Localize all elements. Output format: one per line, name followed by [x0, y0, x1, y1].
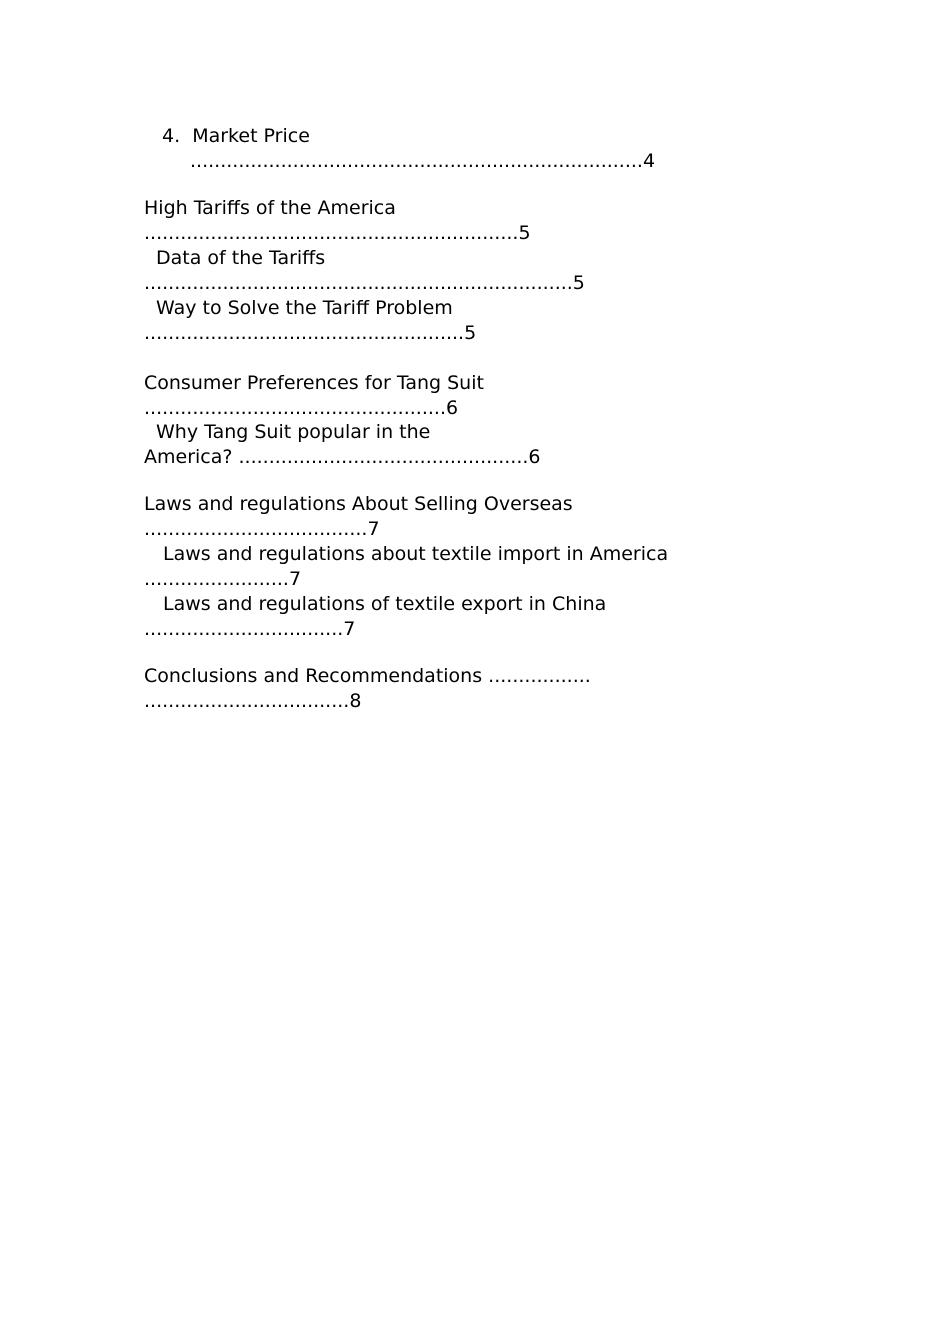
toc-entry-data-tariffs-title: Data of the Tariffs — [156, 247, 326, 269]
toc-entry-consumer-pref-leader: ..................................................6 — [144, 397, 459, 419]
toc-entry-laws-overseas-title: Laws and regulations About Selling Overseas — [144, 493, 573, 515]
toc-entry-market-price-title: 4. Market Price — [162, 125, 310, 147]
toc-entry-laws-import-title: Laws and regulations about textile import in America — [163, 543, 669, 565]
toc-entry-laws-overseas-leader: .....................................7 — [144, 518, 380, 540]
toc-entry-data-tariffs-leader: .......................................................................5 — [144, 272, 585, 294]
toc-entry-consumer-pref-title: Consumer Preferences for Tang Suit — [144, 372, 484, 394]
toc-entry-laws-export-title: Laws and regulations of textile export in China — [163, 593, 607, 615]
toc-entry-market-price-leader: ...........................................................................4 — [190, 150, 656, 172]
toc-entry-why-popular-leader: America? ................................................6 — [144, 446, 541, 468]
toc-entry-conclusions-leader: ..................................8 — [144, 690, 362, 712]
toc-entry-high-tariffs-leader: ..............................................................5 — [144, 222, 531, 244]
toc-entry-high-tariffs-title: High Tariffs of the America — [144, 197, 396, 219]
toc-entry-laws-export-leader: .................................7 — [144, 618, 356, 640]
toc-entry-solve-tariff-title: Way to Solve the Tariff Problem — [156, 297, 453, 319]
toc-entry-solve-tariff-leader: .....................................................5 — [144, 322, 477, 344]
toc-entry-laws-import-leader: ........................7 — [144, 568, 302, 590]
toc-entry-why-popular-title: Why Tang Suit popular in the — [156, 421, 431, 443]
toc-entry-conclusions-title: Conclusions and Recommendations ................. — [144, 665, 591, 687]
